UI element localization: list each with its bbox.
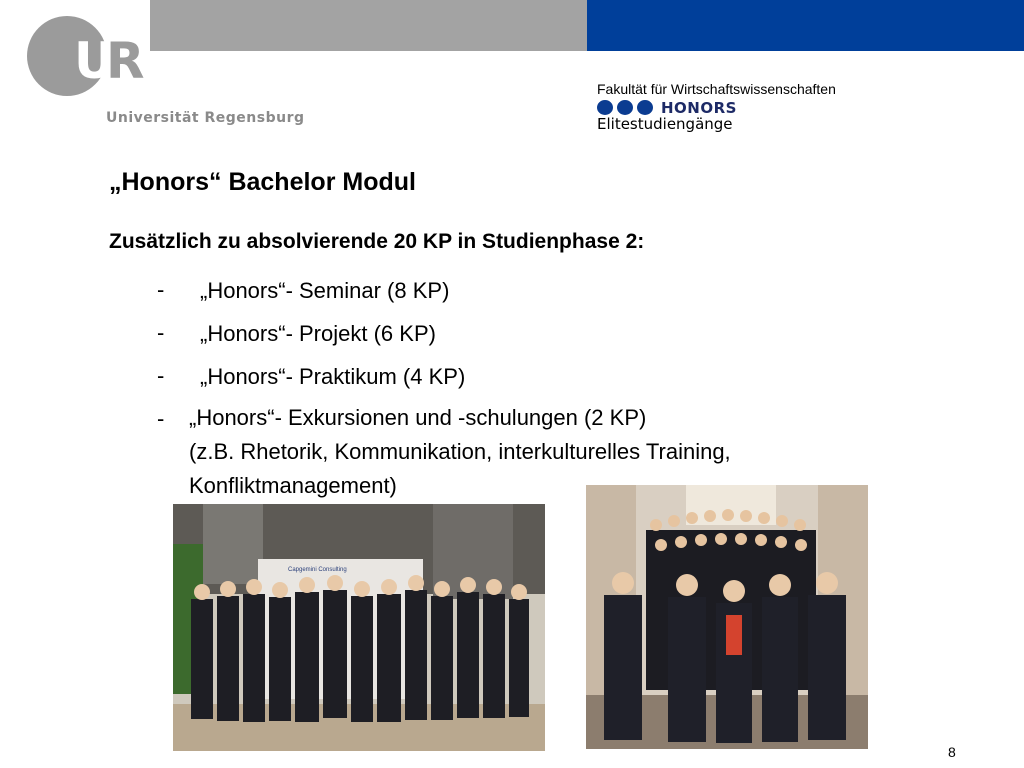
group-photo-right [586,485,868,749]
header-gray-bar [150,0,587,51]
banner-text: Capgemini Consulting [288,567,347,573]
bullet-note-line-1: (z.B. Rhetorik, Kommunikation, interkulturelles Training, [189,439,731,464]
honors-dot-icon [617,100,633,115]
header-blue-bar [587,0,1024,51]
bullet-marker: - [157,320,165,345]
bullet-note-line-2: Konfliktmanagement) [189,473,397,498]
slide-subtitle: Zusätzlich zu absolvierende 20 KP in Studienphase 2: [109,230,645,253]
bullet-marker: - [157,277,165,302]
program-label: Elitestudiengänge [597,115,733,133]
logo-r-letter: R [106,32,145,90]
slide-title: „Honors“ Bachelor Modul [109,168,416,196]
bullet-item-exkursionen: „Honors“- Exkursionen und -schulungen (2 KP) [189,405,647,430]
page-number: 8 [948,744,956,760]
honors-dot-icon [597,100,613,115]
group-photo-left [173,504,545,751]
university-name: Universität Regensburg [106,110,305,126]
faculty-name: Fakultät für Wirtschaftswissenschaften [597,81,836,97]
bullet-item-seminar: „Honors“- Seminar (8 KP) [200,278,450,303]
bullet-marker: - [157,363,165,388]
bullet-marker: - [157,406,165,431]
bullet-item-praktikum: „Honors“- Praktikum (4 KP) [200,364,466,389]
honors-dot-icon [637,100,653,115]
university-logo-icon [22,10,152,102]
bullet-item-projekt: „Honors“- Projekt (6 KP) [200,321,436,346]
logo-u-letter: U [74,32,115,90]
honors-label: HONORS [661,99,737,117]
